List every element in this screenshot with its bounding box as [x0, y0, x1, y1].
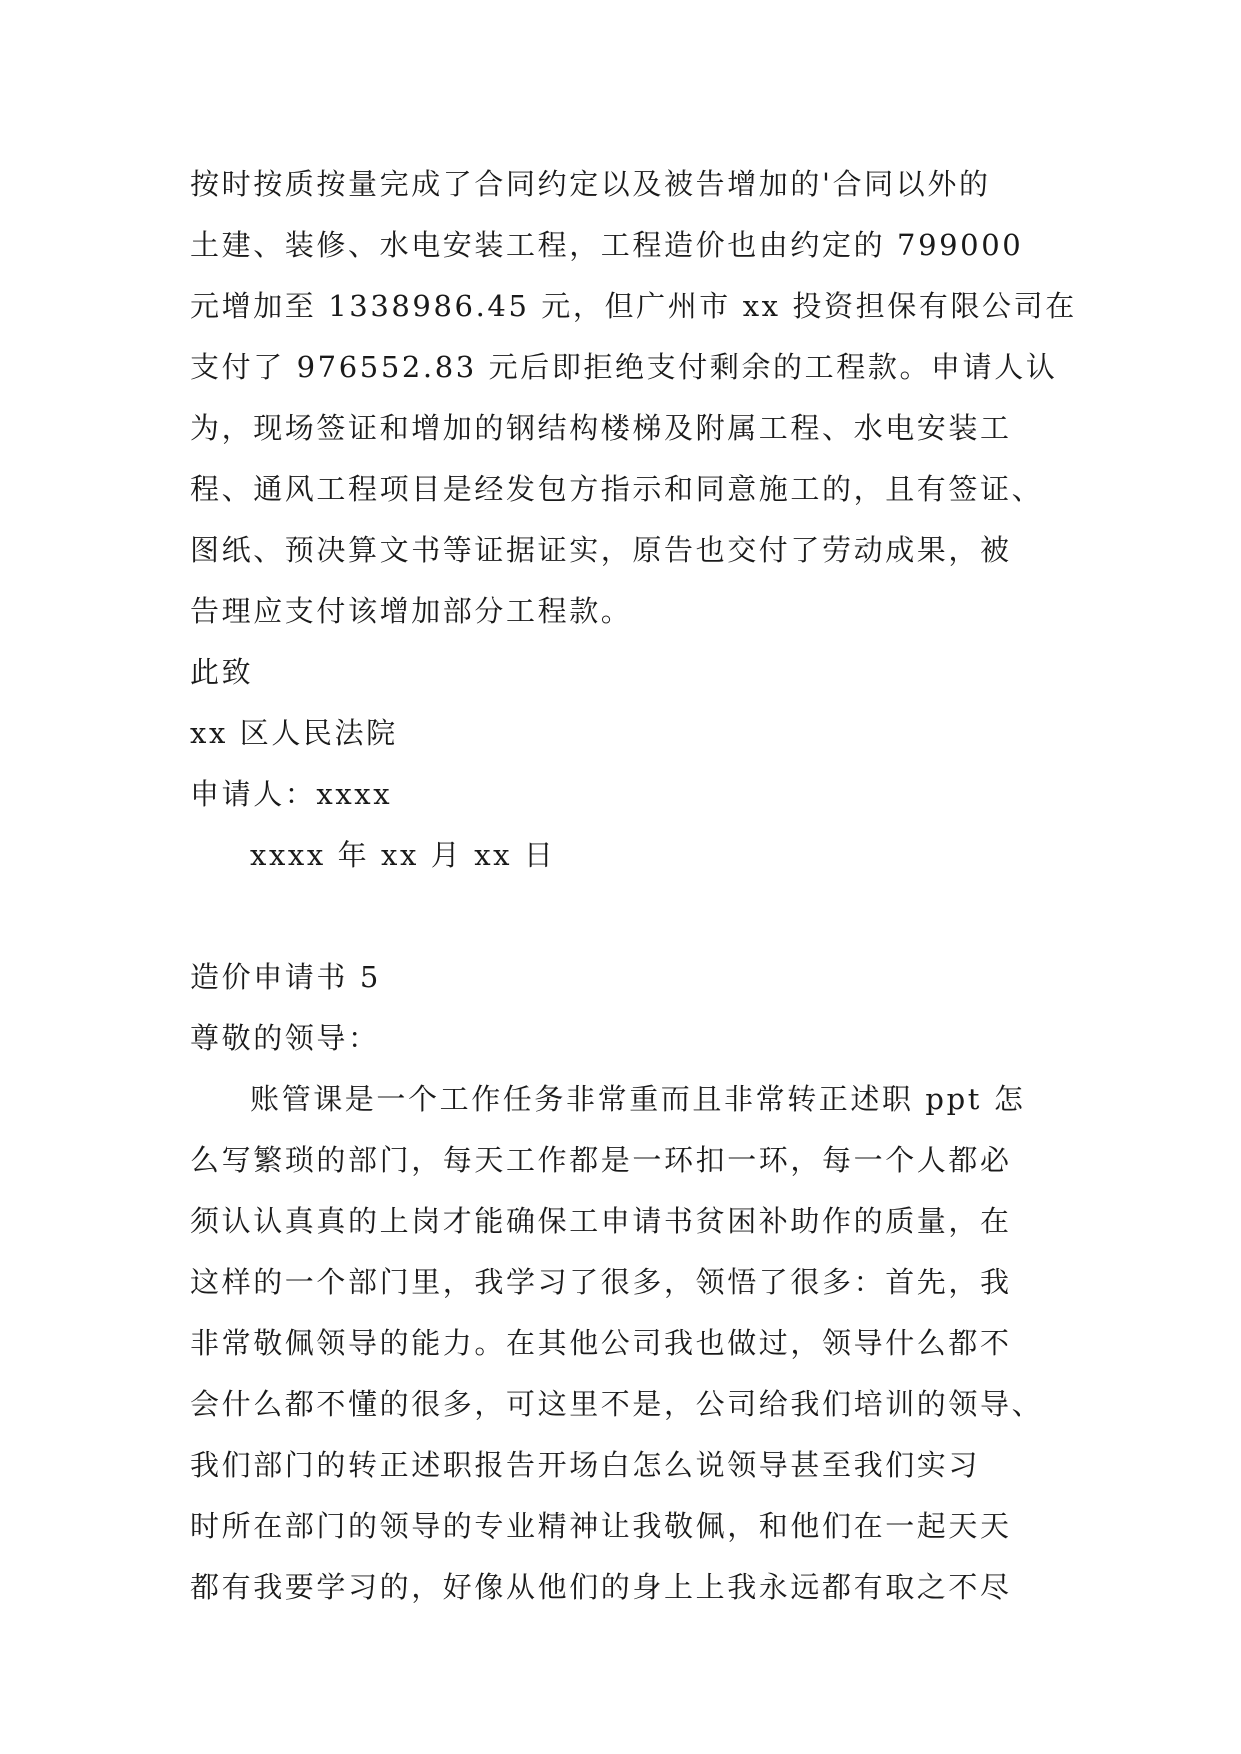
body-text-line: 告理应支付该增加部分工程款。: [190, 594, 633, 628]
body-text-line: 时所在部门的领导的专业精神让我敬佩，和他们在一起天天: [190, 1509, 1012, 1543]
section-title: 造价申请书 5: [190, 960, 381, 994]
body-text-line: 图纸、预决算文书等证据证实，原告也交付了劳动成果，被: [190, 533, 1012, 567]
body-text-line: 须认认真真的上岗才能确保工申请书贫困补助作的质量，在: [190, 1204, 1012, 1238]
body-text-line: 我们部门的转正述职报告开场白怎么说领导甚至我们实习: [190, 1448, 981, 1482]
date-line: xxxx 年 xx 月 xx 日: [250, 838, 556, 872]
body-text-line: 会什么都不懂的很多，可这里不是，公司给我们培训的领导、: [190, 1387, 1044, 1421]
body-text-line: 元增加至 1338986.45 元，但广州市 xx 投资担保有限公司在: [190, 289, 1077, 323]
body-text-line: 为，现场签证和增加的钢结构楼梯及附属工程、水电安装工: [190, 411, 1012, 445]
body-text-line: 都有我要学习的，好像从他们的身上上我永远都有取之不尽: [190, 1570, 1012, 1604]
applicant-line: 申请人：xxxx: [190, 777, 393, 811]
salutation: 尊敬的领导：: [190, 1021, 380, 1055]
body-text-line: 这样的一个部门里，我学习了很多，领悟了很多：首先，我: [190, 1265, 1012, 1299]
body-text-line: 账管课是一个工作任务非常重而且非常转正述职 ppt 怎: [250, 1082, 1026, 1116]
body-text-line: 按时按质按量完成了合同约定以及被告增加的'合同以外的: [190, 167, 991, 201]
body-text-line: 程、通风工程项目是经发包方指示和同意施工的，且有签证、: [190, 472, 1044, 506]
body-text-line: 非常敬佩领导的能力。在其他公司我也做过，领导什么都不: [190, 1326, 1012, 1360]
closing-text: 此致: [190, 655, 254, 689]
body-text-line: 么写繁琐的部门，每天工作都是一环扣一环，每一个人都必: [190, 1143, 1012, 1177]
court-name: xx 区人民法院: [190, 716, 398, 750]
body-text-line: 土建、装修、水电安装工程，工程造价也由约定的 799000: [190, 228, 1024, 262]
body-text-line: 支付了 976552.83 元后即拒绝支付剩余的工程款。申请人认: [190, 350, 1058, 384]
